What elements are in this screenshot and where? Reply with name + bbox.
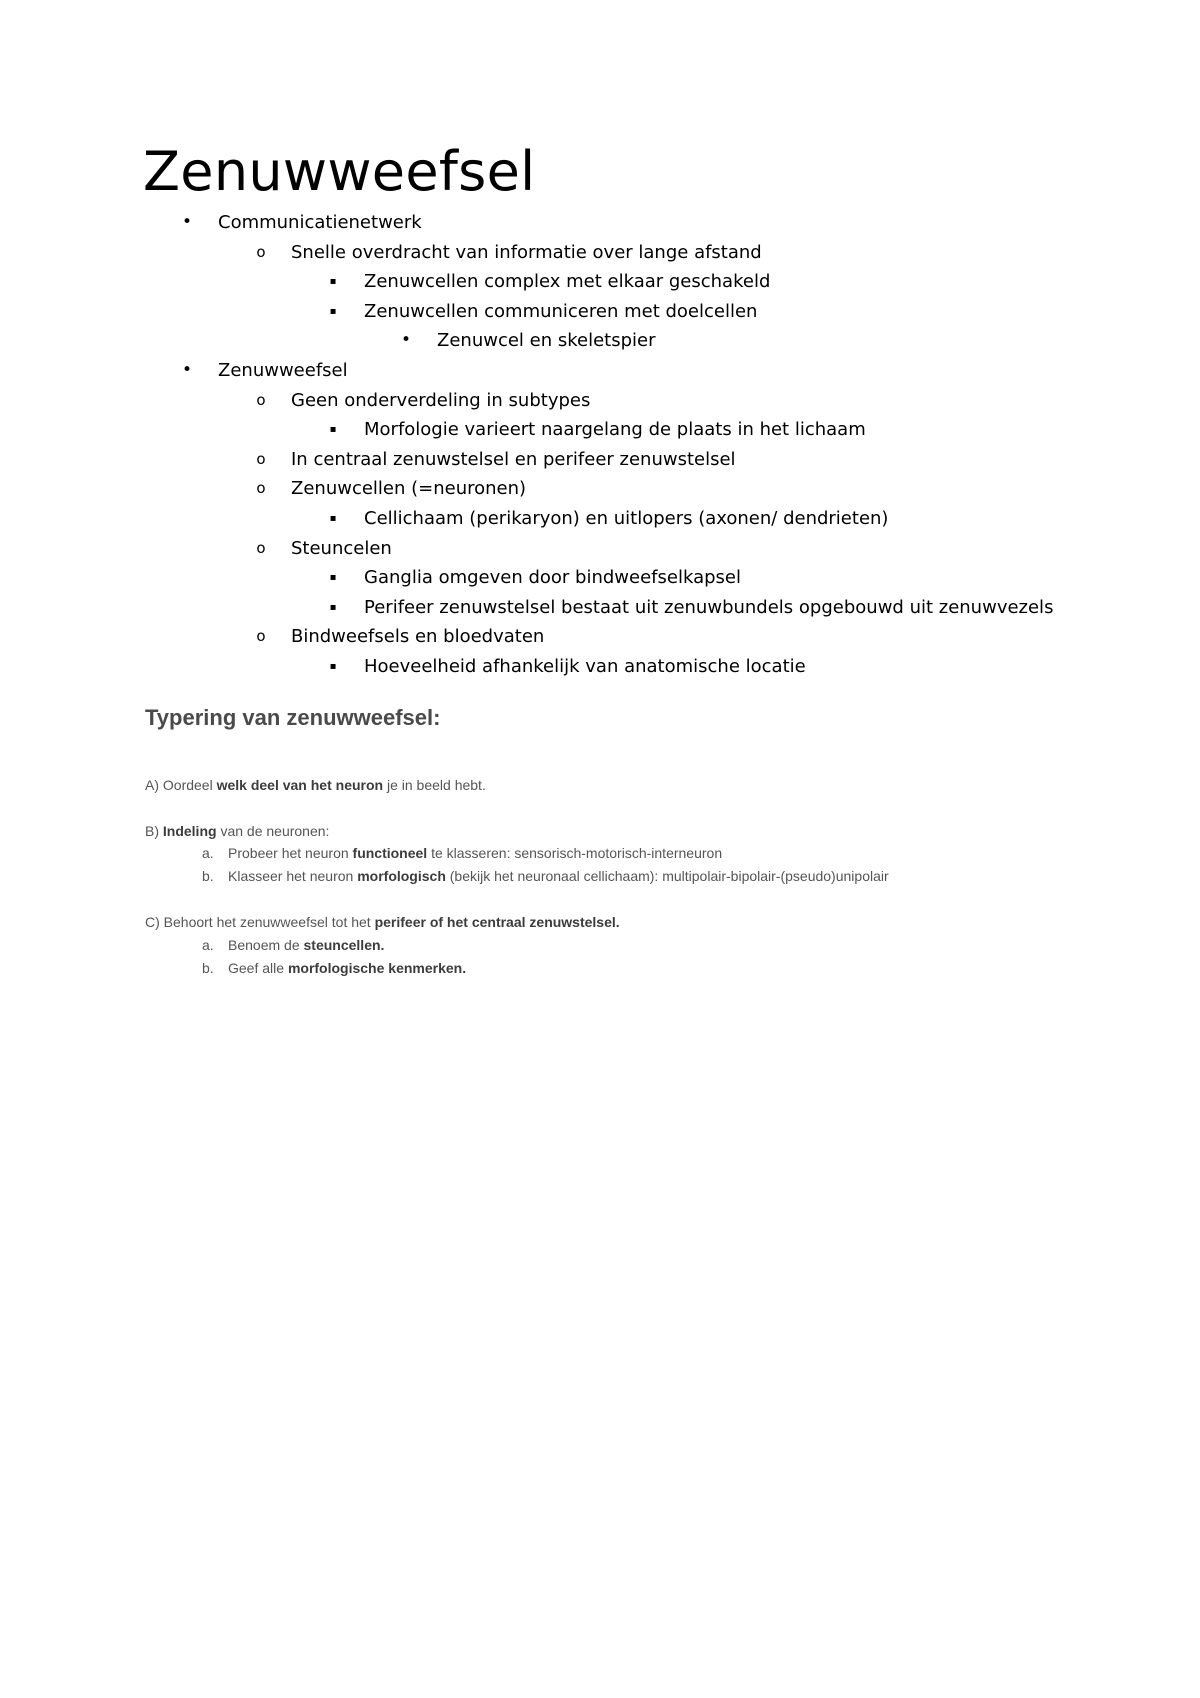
question-b [145, 821, 329, 841]
list-item-text: Perifeer zenuwstelsel bestaat uit zenuwbundels opgebouwd uit zenuwvezels [364, 596, 1054, 618]
question-emphasis: functioneel [352, 845, 428, 861]
question-c-sub-b [228, 958, 466, 978]
question-text: A) Oordeel [145, 777, 217, 793]
list-item-text: Ganglia omgeven door bindweefselkapsel [364, 567, 741, 589]
question-text: Klasseer het neuron [228, 868, 358, 884]
bullet-marker: ▪ [329, 305, 337, 317]
question-emphasis: perifeer of het centraal zenuwstelsel. [374, 914, 620, 930]
list-item [0, 415, 1200, 445]
list-item-text: Hoeveelheid afhankelijk van anatomische locatie [364, 655, 806, 677]
list-item-text: In centraal zenuwstelsel en perifeer zenuwstelsel [291, 448, 736, 470]
list-item [0, 504, 1200, 534]
question-text: van de neuronen: [216, 823, 330, 839]
list-item [0, 593, 1200, 623]
question-text: (bekijk het neuronaal cellichaam): multipolair-bipolair-(pseudo)unipolair [445, 868, 889, 884]
bullet-outline [0, 208, 1200, 682]
list-item [0, 386, 1200, 416]
bullet-marker: o [256, 627, 266, 646]
list-item-text: Geen onderverdeling in subtypes [291, 389, 591, 411]
list-item-text: Morfologie varieert naargelang de plaats in het lichaam [364, 419, 866, 441]
sub-item-marker: a. [202, 845, 214, 861]
question-emphasis: morfologisch [357, 868, 446, 884]
bullet-marker: ▪ [329, 601, 337, 613]
list-item-text: Zenuwweefsel [218, 359, 348, 381]
question-emphasis: morfologische kenmerken. [287, 960, 467, 976]
question-a [145, 775, 486, 795]
bullet-marker: ▪ [329, 512, 337, 524]
list-item-text: Communicatienetwerk [218, 212, 422, 233]
question-text: Probeer het neuron [228, 845, 353, 861]
list-item [0, 267, 1200, 297]
list-item [0, 622, 1200, 652]
sub-item-marker: a. [202, 937, 214, 953]
list-item [0, 474, 1200, 504]
question-text: Benoem de [228, 937, 304, 953]
bullet-marker: o [256, 538, 266, 557]
question-c [145, 912, 620, 932]
list-item-text: Snelle overdracht van informatie over lange afstand [291, 241, 762, 263]
bullet-marker: ▪ [329, 660, 337, 672]
list-item [0, 652, 1200, 682]
list-item [0, 297, 1200, 327]
bullet-marker: o [256, 479, 266, 498]
question-text: te klasseren: sensorisch-motorisch-interneuron [427, 845, 723, 861]
list-item-text: Zenuwcellen communiceren met doelcellen [364, 300, 758, 322]
question-emphasis: Indeling [162, 823, 217, 839]
question-text: B) [145, 823, 163, 839]
list-item [0, 356, 1200, 386]
list-item-text: Zenuwcellen complex met elkaar geschakeld [364, 271, 771, 293]
list-item [0, 238, 1200, 268]
bullet-marker: o [256, 390, 266, 409]
question-b-sub-a [228, 843, 722, 863]
bullet-marker: • [181, 212, 193, 232]
list-item-text: Bindweefsels en bloedvaten [291, 626, 545, 648]
list-item-text: Cellichaam (perikaryon) en uitlopers (axonen/ dendrieten) [364, 507, 889, 529]
list-item-text: Steuncelen [291, 537, 392, 559]
question-emphasis: steuncellen. [303, 937, 385, 953]
bullet-marker: o [256, 242, 266, 261]
bullet-marker: ▪ [329, 424, 337, 436]
question-text: C) Behoort het zenuwweefsel tot het [145, 914, 375, 930]
question-emphasis: welk deel van het neuron [216, 777, 384, 793]
list-item [0, 445, 1200, 475]
bullet-marker: ▪ [329, 276, 337, 288]
sub-item-marker: b. [202, 868, 214, 884]
document-title: Zenuwweefsel [143, 140, 536, 203]
bullet-marker: • [400, 330, 412, 351]
list-item [0, 534, 1200, 564]
bullet-marker: o [256, 449, 266, 468]
section-heading-typering: Typering van zenuwweefsel: [145, 705, 441, 730]
sub-item-marker: b. [202, 960, 214, 976]
list-item-text: Zenuwcel en skeletspier [437, 330, 656, 352]
list-item [0, 208, 1200, 238]
list-item [0, 563, 1200, 593]
list-item [0, 326, 1200, 356]
bullet-marker: ▪ [329, 572, 337, 584]
question-c-sub-a [228, 935, 384, 955]
question-text: Geef alle [228, 960, 288, 976]
list-item-text: Zenuwcellen (=neuronen) [291, 478, 527, 500]
question-b-sub-b [228, 866, 889, 886]
bullet-marker: • [181, 359, 193, 380]
question-text: je in beeld hebt. [383, 777, 486, 793]
